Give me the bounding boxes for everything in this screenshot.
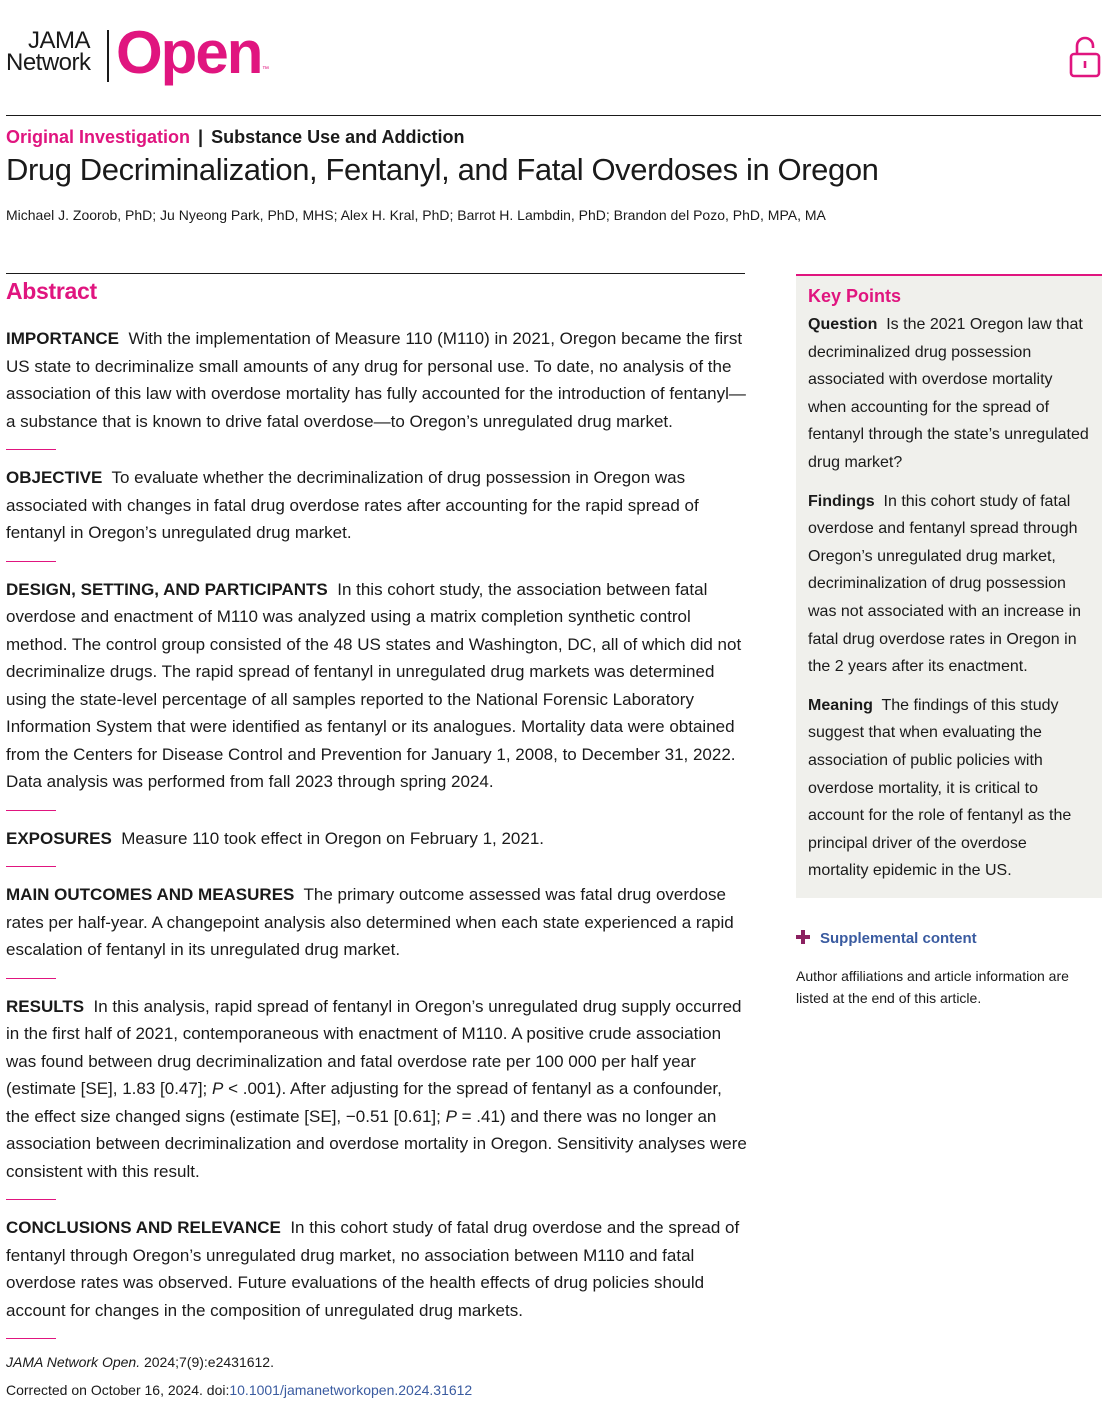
abstract-objective <box>6 464 750 547</box>
findings-text: In this cohort study of fatal overdose and fentanyl spread through Oregon’s unregulated drug market, decriminalization of drug possession was not associated with an increase in fatal drug overdose rates in Oregon in the 2 years after its enactment. <box>808 492 1082 676</box>
correction-line <box>6 1376 472 1404</box>
citation-block <box>6 1348 472 1404</box>
abstract-body <box>6 325 750 1353</box>
results-text-2: < .001). After adjusting for the spread of fentanyl as a confounder, the effect size changed signs (estimate [SE], −0.51 [0.61]; <box>6 1079 722 1126</box>
importance-label: IMPORTANCE <box>6 329 120 348</box>
citation-ref: 2024;7(9):e2431612. <box>140 1354 274 1370</box>
abstract-conclusions <box>6 1214 750 1324</box>
abstract-importance <box>6 325 750 435</box>
meaning-label: Meaning <box>808 696 873 714</box>
design-label: DESIGN, SETTING, AND PARTICIPANTS <box>6 579 328 599</box>
header-rule <box>6 115 1101 116</box>
section-divider <box>6 866 56 867</box>
article-topic[interactable]: Substance Use and Addiction <box>211 127 465 147</box>
abstract-heading: Abstract <box>6 278 97 304</box>
results-text-3: = .41) and there was no longer an association between decriminalization and overdose mortality in Oregon. Sensitivity analyses were consistent with this result. <box>6 1106 747 1181</box>
affiliations-note: Author affiliations and article information are listed at the end of this article. <box>796 968 1069 1006</box>
logo-open-text: Open <box>116 19 262 86</box>
key-points-meaning <box>808 692 1090 885</box>
section-divider <box>6 1338 56 1339</box>
results-text-1: In this analysis, rapid spread of fentanyl in Oregon’s unregulated drug supply occurred in the first half of 2021, contemporaneous with enactment of M110. A positive crude association was found between drug decriminalization and fatal overdose rate per 100 000 per half year (estimate [SE], 1.83 [0.47]; <box>6 996 742 1098</box>
exposures-label: EXPOSURES <box>6 828 112 848</box>
key-points-findings <box>808 488 1090 681</box>
results-p-symbol-1: P <box>212 1079 224 1098</box>
importance-text: With the implementation of Measure 110 (M110) in 2021, Oregon became the first US state to decriminalize small amounts of any drug for personal use. To date, no analysis of the association of this law with overdose mortality has fully accounted for the introduction of fentanyl—a substance that is known to drive fatal overdose—to Oregon’s unregulated drug market. <box>6 329 746 431</box>
logo-trademark: ™ <box>262 66 269 73</box>
abstract-design <box>6 576 750 796</box>
abstract-results <box>6 993 750 1186</box>
design-text: In this cohort study, the association between fatal overdose and enactment of M110 was analyzed using a matrix completion synthetic control method. The control group consisted of the 48 US states and Washington, DC, all of which did not decriminalize drugs. The rapid spread of fentanyl in unregulated drug markets was determined using the state-level percentage of all samples reported to the National Forensic Laboratory Information System that were identified as fentanyl or its analogues. Mortality data were obtained from the Centers for Disease Control and Prevention for January 1, 2008, to December 31, 2022. Data analysis was performed from fall 2023 through spring 2024. <box>6 579 742 791</box>
logo-divider <box>107 30 109 82</box>
key-points-box <box>796 274 1102 898</box>
logo-jama-text: JAMA <box>28 27 91 54</box>
results-p-symbol-2: P <box>445 1106 457 1126</box>
question-text: Is the 2021 Oregon law that decriminalized drug possession associated with overdose mortality when accounting for the spread of fentanyl through the state’s unregulated drug market? <box>808 316 1089 471</box>
abstract-outcomes <box>6 881 750 964</box>
results-label: RESULTS <box>6 996 85 1016</box>
author-list: Michael J. Zoorob, PhD; Ju Nyeong Park, PhD, MHS; Alex H. Kral, PhD; Barrot H. Lambdin, PhD; Brandon del Pozo, PhD, MPA, MA <box>6 207 826 223</box>
exposures-text: Measure 110 took effect in Oregon on February 1, 2021. <box>121 828 545 848</box>
doi-link[interactable]: 10.1001/jamanetworkopen.2024.31612 <box>229 1382 473 1398</box>
findings-label: Findings <box>808 492 875 510</box>
correction-text: Corrected on October 16, 2024. doi: <box>6 1382 230 1398</box>
plus-icon <box>796 930 810 944</box>
supplemental-content-link[interactable] <box>796 930 977 947</box>
section-divider <box>6 1199 56 1200</box>
objective-text: To evaluate whether the decriminalization of drug possession in Oregon was associated with changes in fatal drug overdose rates after accounting for the rapid spread of fentanyl in Oregon’s unregulated drug market. <box>6 468 699 542</box>
article-type-separator: | <box>198 127 204 147</box>
conclusions-text: In this cohort study of fatal drug overdose and the spread of fentanyl through Oregon’s unregulated drug market, no association between M110 and fatal overdose rates was observed. Future evaluations of the health effects of drug policies should account for changes in the composition of unregulated drug markets. <box>6 1218 740 1320</box>
unlocked-padlock-icon <box>1069 34 1101 78</box>
article-type-line <box>6 127 464 148</box>
logo-network-text: Network <box>6 49 91 76</box>
outcomes-label: MAIN OUTCOMES AND MEASURES <box>6 885 295 904</box>
journal-name: JAMA Network Open. <box>6 1354 141 1370</box>
abstract-rule <box>6 273 745 274</box>
meaning-text: The findings of this study suggest that when evaluating the association of public policies with overdose mortality, it is critical to account for the role of fentanyl as the principal driver of the overdose mortality epidemic in the US. <box>808 696 1072 880</box>
citation-line <box>6 1348 472 1376</box>
abstract-exposures <box>6 825 750 853</box>
section-divider <box>6 449 56 450</box>
key-points-heading: Key Points <box>808 286 902 306</box>
key-points-question <box>808 311 1090 477</box>
article-title: Drug Decriminalization, Fentanyl, and Fatal Overdoses in Oregon <box>6 152 879 187</box>
conclusions-label: CONCLUSIONS AND RELEVANCE <box>6 1218 281 1237</box>
outcomes-text: The primary outcome assessed was fatal drug overdose rates per half-year. A changepoint analysis also determined when each state experienced a rapid escalation of fentanyl in its unregulated drug market. <box>6 885 734 959</box>
objective-label: OBJECTIVE <box>6 468 103 487</box>
section-divider <box>6 978 56 979</box>
supplemental-label: Supplemental content <box>820 930 977 947</box>
question-label: Question <box>808 316 878 333</box>
section-divider <box>6 810 56 811</box>
section-divider <box>6 561 56 562</box>
article-type[interactable]: Original Investigation <box>6 127 191 147</box>
